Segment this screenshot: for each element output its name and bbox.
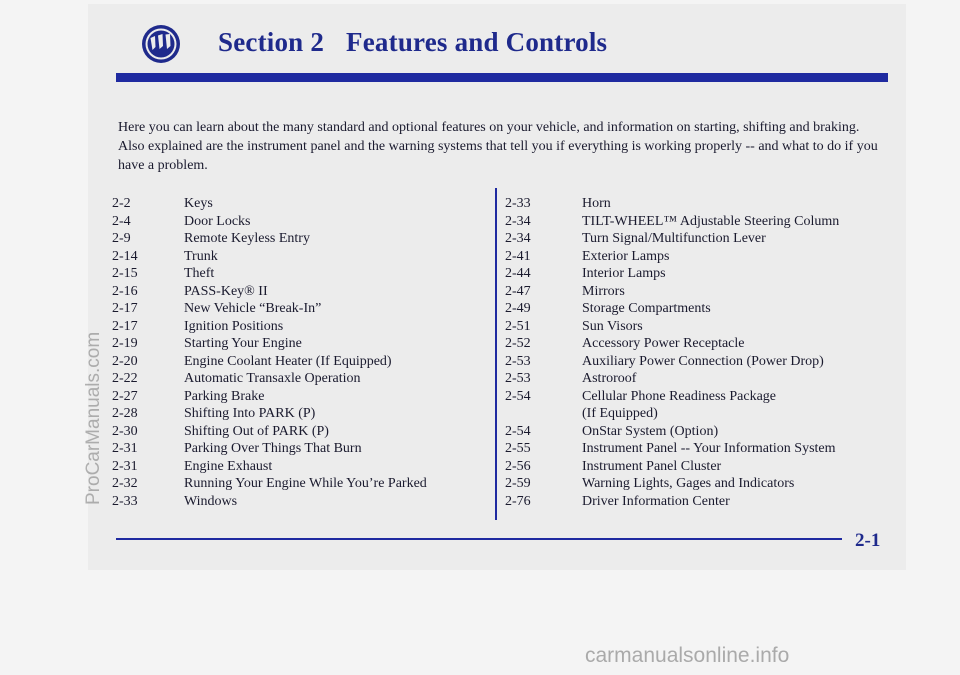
toc-page-number: 2-53 [505,353,531,369]
toc-page-number: 2-54 [505,388,531,404]
toc-title: Instrument Panel Cluster [582,458,722,474]
toc-left-column [112,195,427,510]
toc-entry[interactable] [112,388,427,406]
toc-page-number: 2-33 [112,493,138,509]
toc-page-number: 2-20 [112,353,138,369]
toc-title: Horn [582,196,611,211]
toc-page-number: 2-34 [505,231,531,246]
toc-entry[interactable] [112,300,427,318]
toc-entry[interactable] [112,283,427,301]
toc-page-number: 2-31 [112,441,138,456]
toc-entry[interactable] [505,230,839,248]
toc-entry[interactable] [112,265,427,283]
toc-title: New Vehicle “Break-In” [184,301,322,316]
toc-title: Cellular Phone Readiness Package [582,388,777,404]
toc-page-number: 2-56 [505,458,531,474]
toc-entry[interactable] [505,493,839,511]
toc-page-number: 2-16 [112,283,138,299]
watermark-bottom: carmanualsonline.info [585,644,790,667]
toc-entry[interactable] [112,213,427,231]
toc-page-number: 2-55 [505,441,531,456]
toc-entry[interactable] [505,265,839,283]
intro-paragraph: Here you can learn about the many standard and optional features on your vehicle, and information on starting, shifting and braking. Also explained are the instrument panel and the warning systems that tell you if everything is working properly -- and what to do if you have a problem. [118,120,878,173]
toc-entry[interactable] [505,248,839,266]
toc-entry[interactable] [505,440,839,458]
toc-page-number: 2-54 [505,423,531,439]
toc-entry[interactable] [505,213,839,231]
section-name: Features and Controls [346,27,608,57]
toc-entry[interactable] [112,195,427,213]
toc-entry[interactable] [112,353,427,371]
toc-entry[interactable] [112,423,427,441]
toc-title: (If Equipped) [582,406,658,421]
toc-entry[interactable] [112,370,427,388]
toc-page-number: 2-31 [112,458,138,474]
toc-page-number: 2-4 [112,213,131,229]
toc-entry[interactable] [505,300,839,318]
toc-entry[interactable] [112,248,427,266]
toc-page-number: 2-27 [112,388,138,404]
toc-page-number: 2-19 [112,336,138,351]
toc-page-number: 2-34 [505,213,531,229]
toc-page-number: 2-59 [505,476,531,491]
toc-title: Storage Compartments [582,301,711,316]
toc-title: Mirrors [582,283,625,299]
toc-title: Shifting Out of PARK (P) [184,423,329,439]
toc-entry[interactable] [112,475,427,493]
toc-title: OnStar System (Option) [582,423,719,439]
toc-page-number: 2-47 [505,283,531,299]
column-divider [495,188,497,520]
toc-page-number: 2-53 [505,371,531,386]
toc-entry[interactable] [505,335,839,353]
toc-title: Warning Lights, Gages and Indicators [582,476,795,491]
toc-title: Sun Visors [582,318,643,334]
toc-title: Trunk [184,248,218,264]
toc-page-number: 2-51 [505,318,531,334]
section-number: Section 2 [218,27,325,57]
toc-title: Remote Keyless Entry [184,231,310,246]
toc-title: Accessory Power Receptacle [582,336,745,351]
toc-entry[interactable] [505,475,839,493]
toc-page-number: 2-41 [505,248,531,264]
toc-title: Engine Exhaust [184,458,273,474]
toc-title: Theft [184,266,215,281]
toc-title: Parking Over Things That Burn [184,441,362,456]
toc-page-number: 2-30 [112,423,138,439]
toc-title: Ignition Positions [184,318,284,334]
toc-title: Exterior Lamps [582,248,670,264]
toc-title: Windows [184,493,238,509]
toc-title: PASS-Key® II [184,283,268,299]
section-title [218,27,607,58]
toc-entry[interactable] [112,335,427,353]
toc-title: Interior Lamps [582,266,666,281]
toc-entry[interactable] [112,230,427,248]
watermark-side: ProCarManuals.com [83,331,104,505]
toc-entry[interactable] [505,353,839,371]
toc-entry[interactable] [505,405,839,423]
toc-title: Keys [184,196,213,211]
toc-title: Turn Signal/Multifunction Lever [582,231,766,246]
toc-page-number: 2-17 [112,301,138,316]
toc-page-number: 2-49 [505,301,531,316]
toc-page-number: 2-15 [112,266,138,281]
toc-page-number: 2-17 [112,318,138,334]
toc-title: Running Your Engine While You’re Parked [184,476,427,491]
toc-entry[interactable] [505,318,839,336]
buick-tri-shield-logo-icon [140,23,182,65]
toc-title: Starting Your Engine [184,336,302,351]
footer-rule [116,538,842,540]
toc-right-column [505,195,839,510]
toc-entry[interactable] [505,195,839,213]
toc-title: Automatic Transaxle Operation [184,371,361,386]
toc-page-number: 2-44 [505,266,531,281]
toc-page-number: 2-28 [112,406,138,421]
toc-title: Instrument Panel -- Your Information System [582,441,836,456]
toc-page-number: 2-33 [505,196,531,211]
toc-title: Door Locks [184,213,251,229]
toc-entry[interactable] [112,440,427,458]
header-rule [116,73,888,82]
toc-title: Auxiliary Power Connection (Power Drop) [582,353,824,369]
toc-entry[interactable] [112,458,427,476]
toc-title: Shifting Into PARK (P) [184,406,316,421]
toc-entry[interactable] [505,458,839,476]
toc-page-number: 2-22 [112,371,138,386]
toc-entry[interactable] [112,493,427,511]
toc-page-number: 2-9 [112,231,131,246]
toc-entry[interactable] [505,388,839,406]
page-number: 2-1 [855,530,881,551]
toc-entry[interactable] [112,318,427,336]
toc-page-number: 2-2 [112,196,131,211]
toc-page-number: 2-32 [112,476,138,491]
toc-entry[interactable] [505,283,839,301]
toc-page-number: 2-76 [505,493,531,509]
toc-page-number: 2-52 [505,336,531,351]
toc-entry[interactable] [112,405,427,423]
toc-title: Astroroof [582,371,637,386]
toc-title: Parking Brake [184,388,265,404]
toc-page-number [505,405,582,423]
toc-entry[interactable] [505,370,839,388]
toc-page-number: 2-14 [112,248,138,264]
toc-title: Engine Coolant Heater (If Equipped) [184,353,392,369]
toc-title: Driver Information Center [582,493,730,509]
toc-entry[interactable] [505,423,839,441]
toc-title: TILT-WHEEL™ Adjustable Steering Column [582,213,840,229]
